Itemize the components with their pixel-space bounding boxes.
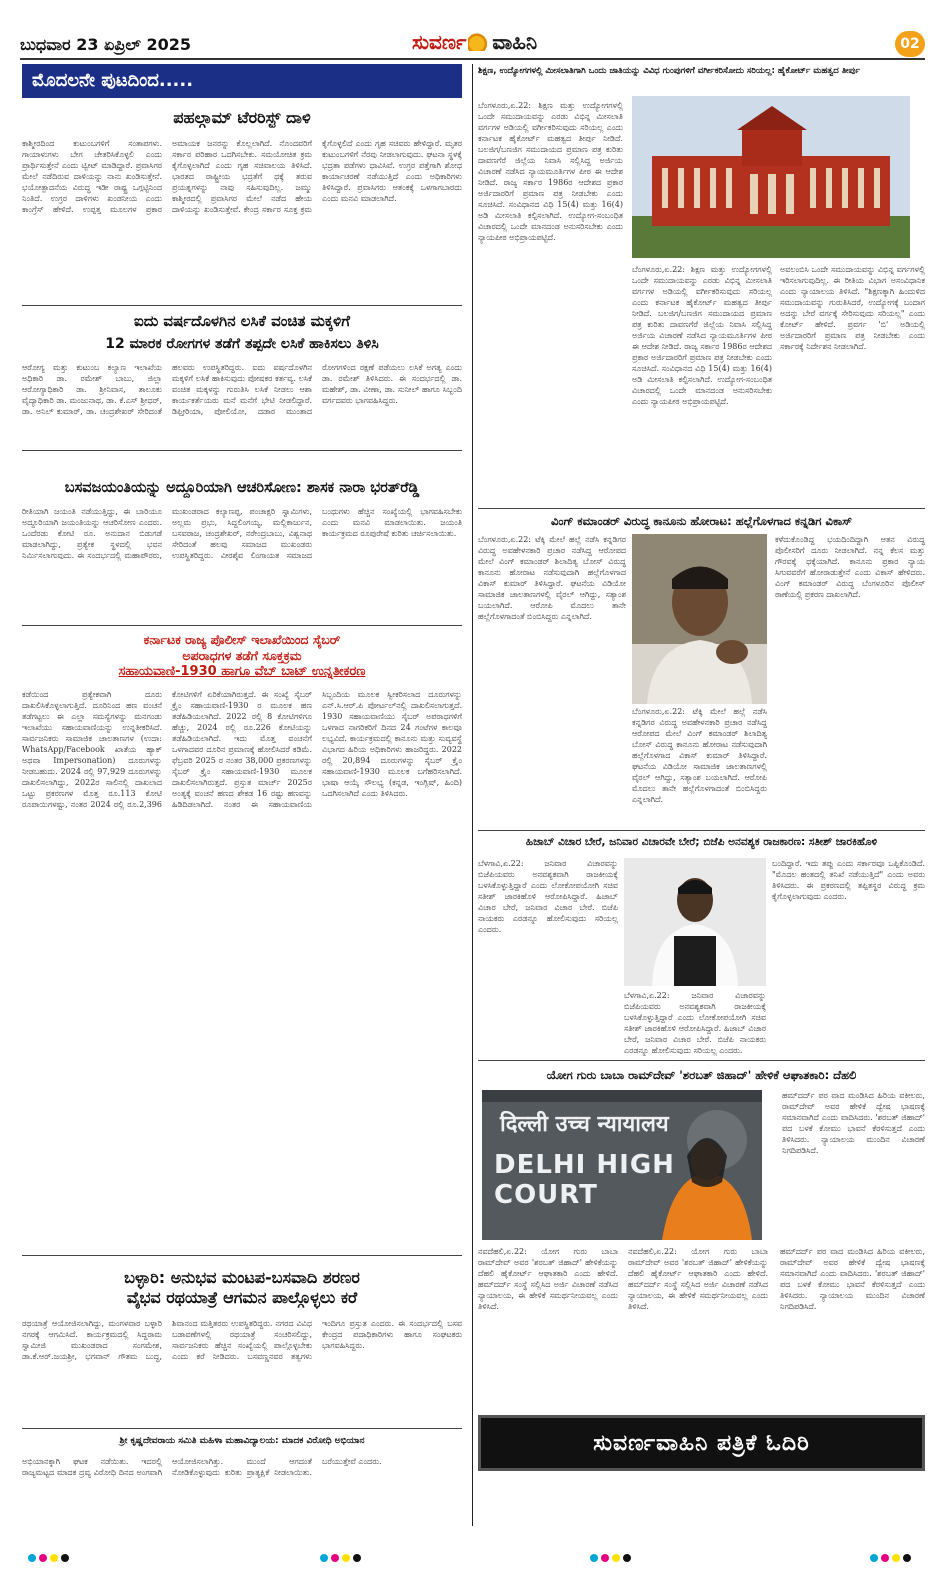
article-body: ಆರೋಗ್ಯ ಮತ್ತು ಕುಟುಂಬ ಕಲ್ಯಾಣ ಇಲಾಖೆಯ ಅಧಿಕಾರಿ ಡಾ. ರಮೇಶ್ ಬಾಬು, ಜಿಲ್ಲಾ ಆರೋಗ್ಯಾಧಿಕಾರಿ ಡಾ. ಶ್ರೀನಿವಾಸ, ತಾಲೂಕು ವೈದ್ಯಾಧಿಕಾರಿ ಡಾ. ಮಂಜುನಾಥ, ಡಾ. ಕೆ.ಎಸ್ ಶ್ರೀಧರ್, ಡಾ. ಅನಿಲ್ ಕುಮಾರ್, ಡಾ. ಚಂದ್ರಶೇಖರ್ ಸೇರಿದಂತೆ ಹಲವರು ಉಪಸ್ಥಿತರಿದ್ದರು. ಐದು ವರ್ಷದೊಳಗಿನ ಮಕ್ಕಳಿಗೆ ಲಸಿಕೆ ಹಾಕಿಸುವುದು ಪೋಷಕರ ಕರ್ತವ್ಯ. ಲಸಿಕೆ ವಂಚಿತ ಮಕ್ಕಳನ್ನು ಗುರುತಿಸಿ ಲಸಿಕೆ ನೀಡಲು ಆಶಾ ಕಾರ್ಯಕರ್ತೆಯರು ಮನೆ ಮನೆಗೆ ಭೇಟಿ ನೀಡಲಿದ್ದಾರೆ. ಡಿಫ್ತೀರಿಯಾ, ಪೋಲಿಯೋ, ದಡಾರ ಮುಂತಾದ ರೋಗಗಳಿಂದ ರಕ್ಷಣೆ ಪಡೆಯಲು ಲಸಿಕೆ ಅಗತ್ಯ ಎಂದು ಡಾ. ರಮೇಶ್ ತಿಳಿಸಿದರು. ಈ ಸಂದರ್ಭದಲ್ಲಿ ಡಾ. ಮಹೇಶ್, ಡಾ. ವೀಣಾ, ಡಾ. ಸುನೀಲ್ ಹಾಗೂ ಸಿಬ್ಬಂದಿ ವರ್ಗದವರು ಭಾಗವಹಿಸಿದ್ದರು. xyxy=(22,363,465,416)
separator xyxy=(22,450,462,451)
article-lead: ಶಿಕ್ಷಣ, ಉದ್ಯೋಗಗಳಲ್ಲಿ ಮೀಸಲಾತಿಗಾಗಿ ಒಂದು ಜಾತಿಯನ್ನು ವಿವಿಧ ಗುಂಪುಗಳಿಗೆ ವರ್ಗೀಕರಿಸೋದು ಸರಿಯಲ್ಲ: ಹೈಕೋರ್ಟ್ ಮಹತ್ವದ ತೀರ್ಪು xyxy=(478,66,860,76)
article-wing-commander-left xyxy=(478,534,629,826)
color-registration-bar xyxy=(590,1554,631,1564)
article-body: ನವದೆಹಲಿ,ಏ.22: ಯೋಗ ಗುರು ಬಾಬಾ ರಾಮ್‌ದೇವ್ ಅವರ 'ಶರಬತ್ ಜಿಹಾದ್' ಹೇಳಿಕೆಯನ್ನು ದೆಹಲಿ ಹೈಕೋರ್ಟ್ ಆಘಾತಕಾರಿ ಎಂದು ಹೇಳಿದೆ. ಹಮ್‌ದರ್ದ್ ಸಂಸ್ಥೆ ಸಲ್ಲಿಸಿದ ಅರ್ಜಿ ವಿಚಾರಣೆ ನಡೆಸಿದ ನ್ಯಾಯಾಲಯ, ಈ ಹೇಳಿಕೆ ಸಮರ್ಥನೀಯವಲ್ಲ ಎಂದು ತಿಳಿಸಿದೆ. xyxy=(628,1247,771,1311)
article-body: ಬೆಂಗಳೂರು,ಏ.22: ಟೆಕ್ಕಿ ಮೇಲೆ ಹಲ್ಲೆ ನಡೆಸಿ ಕನ್ನಡಿಗರ ವಿರುದ್ಧ ಅವಹೇಳನಕಾರಿ ಪ್ರಚಾರ ನಡೆಸಿದ್ದ ಆರೋಪದ ಮೇಲೆ ವಿಂಗ್ ಕಮಾಂಡರ್ ಶಿಲಾದಿತ್ಯ ಬೋಸ್ ವಿರುದ್ಧ ಕಾನೂನು ಹೋರಾಟ ನಡೆಸುವುದಾಗಿ ಹಲ್ಲೆಗೊಳಗಾದ ವಿಕಾಸ್ ಕುಮಾರ್ ತಿಳಿಸಿದ್ದಾರೆ. ಘಟನೆಯ ವಿಡಿಯೋ ಸಾಮಾಜಿಕ ಜಾಲತಾಣಗಳಲ್ಲಿ ವೈರಲ್ ಆಗಿದ್ದು, ಸತ್ಯಾಂಶ ಬಯಲಾಗಿದೆ. ಆರೋಪಿ ಮೊದಲು ತಾನೇ ಹಲ್ಲೆಗೊಳಗಾದಂತೆ ಬಿಂಬಿಸಿದ್ದರು ಎನ್ನಲಾಗಿದೆ. xyxy=(632,707,770,804)
article-body: ಬೆಂಗಳೂರು,ಏ.22: ಶಿಕ್ಷಣ ಮತ್ತು ಉದ್ಯೋಗಗಳಲ್ಲಿ ಒಂದೇ ಸಮುದಾಯವನ್ನು ಎರಡು ವಿಭಿನ್ನ ಮೀಸಲಾತಿ ವರ್ಗಗಳ ಅಡಿಯಲ್ಲಿ ವರ್ಗೀಕರಿಸುವುದು ಸರಿಯಲ್ಲ ಎಂದು ಕರ್ನಾಟಕ ಹೈಕೋರ್ಟ್ ಮಹತ್ವದ ತೀರ್ಪು ನೀಡಿದೆ. ಬಲಜಿಗ/ಬಣಜಿಗ ಸಮುದಾಯದ ಪ್ರಮಾಣ ಪತ್ರ ಕುರಿತು ದಾವಣಗೆರೆ ಜಿಲ್ಲೆಯ ನಿವಾಸಿ ಸಲ್ಲಿಸಿದ್ದ ಅರ್ಜಿಯ ವಿಚಾರಣೆ ನಡೆಸಿದ ನ್ಯಾಯಮೂರ್ತಿಗಳ ಪೀಠ ಈ ಆದೇಶ ನೀಡಿದೆ. ರಾಜ್ಯ ಸರ್ಕಾರ 1986ರ ಆದೇಶದ ಪ್ರಕಾರ ಅರ್ಜಿದಾರರಿಗೆ ಪ್ರಮಾಣ ಪತ್ರ ನೀಡಬೇಕು ಎಂದು ಸೂಚಿಸಿದೆ. ಸಂವಿಧಾನದ ವಿಧಿ 15(4) ಮತ್ತು 16(4) ಅಡಿ ಮೀಸಲಾತಿ ಕಲ್ಪಿಸಲಾಗಿದೆ. ಉದ್ಯೋಗ-ಸಂಬಂಧಿತ ವಿಚಾರದಲ್ಲಿ ಒಂದೇ ಮಾನದಂಡ ಅನುಸರಿಸಬೇಕು ಎಂದು ನ್ಯಾಯಪೀಠ ಅಭಿಪ್ರಾಯಪಟ್ಟಿದೆ. xyxy=(632,265,775,406)
issue-date: ಬುಧವಾರ 23 ಏಪ್ರಿಲ್ 2025 xyxy=(20,35,191,54)
article-hc-reservation-mid xyxy=(632,264,775,504)
article-drug-awareness xyxy=(22,1436,462,1496)
article-kicker: ಅಪರಾಧಗಳ ತಡೆಗೆ ಸೂಕ್ತಕ್ರಮ xyxy=(182,648,302,663)
article-wing-commander-mid xyxy=(632,706,770,826)
article-hijab-left xyxy=(478,858,621,1053)
article-headline: ಐದು ವರ್ಷದೊಳಗಿನ ಲಸಿಕೆ ವಂಚಿತ ಮಕ್ಕಳಿಗೆ xyxy=(134,312,350,330)
article-headline: ವಿಂಗ್ ಕಮಾಂಡರ್ ವಿರುದ್ಧ ಕಾನೂನು ಹೋರಾಟ: ಹಲ್ಲೆಗೊಳಗಾದ ಕನ್ನಡಿಗ ವಿಕಾಸ್ xyxy=(550,514,853,528)
article-headline: ಸಹಾಯವಾಣಿ-1930 ಹಾಗೂ ವೆಬ್ ಬಾಟ್ ಉನ್ನತೀಕರಣ xyxy=(118,664,366,679)
article-ramdev-mid xyxy=(628,1246,771,1396)
article-ballari-rathayatra xyxy=(22,1268,465,1418)
satish-jarkiholi-photo xyxy=(624,858,766,986)
article-headline: ಬಸವಜಯಂತಿಯನ್ನು ಅದ್ದೂರಿಯಾಗಿ ಆಚರಿಸೋಣ: ಶಾಸಕ ನಾರಾ ಭರತ್‌ರೆಡ್ಡಿ xyxy=(64,480,420,496)
article-ramdev-right xyxy=(780,1246,928,1396)
article-kicker: ಕರ್ನಾಟಕ ರಾಜ್ಯ ಪೊಲೀಸ್ ಇಲಾಖೆಯಿಂದ ಸೈಬರ್ xyxy=(143,632,341,647)
article-headline: ಯೋಗ ಗುರು ಬಾಬಾ ರಾಮ್‌ದೇವ್ 'ಶರಬತ್ ಜಿಹಾದ್' ಹೇಳಿಕೆ ಆಘಾತಕಾರಿ: ದೆಹಲಿ xyxy=(546,1068,857,1082)
color-registration-bar xyxy=(28,1554,69,1564)
article-body: ಬೆಂಗಳೂರು,ಏ.22: ಶಿಕ್ಷಣ ಮತ್ತು ಉದ್ಯೋಗಗಳಲ್ಲಿ ಒಂದೇ ಸಮುದಾಯವನ್ನು ಎರಡು ವಿಭಿನ್ನ ಮೀಸಲಾತಿ ವರ್ಗಗಳ ಅಡಿಯಲ್ಲಿ ವರ್ಗೀಕರಿಸುವುದು ಸರಿಯಲ್ಲ ಎಂದು ಕರ್ನಾಟಕ ಹೈಕೋರ್ಟ್ ಮಹತ್ವದ ತೀರ್ಪು ನೀಡಿದೆ. ಬಲಜಿಗ/ಬಣಜಿಗ ಸಮುದಾಯದ ಪ್ರಮಾಣ ಪತ್ರ ಕುರಿತು ದಾವಣಗೆರೆ ಜಿಲ್ಲೆಯ ನಿವಾಸಿ ಸಲ್ಲಿಸಿದ್ದ ಅರ್ಜಿಯ ವಿಚಾರಣೆ ನಡೆಸಿದ ನ್ಯಾಯಮೂರ್ತಿಗಳ ಪೀಠ ಈ ಆದೇಶ ನೀಡಿದೆ. ರಾಜ್ಯ ಸರ್ಕಾರ 1986ರ ಆದೇಶದ ಪ್ರಕಾರ ಅರ್ಜಿದಾರರಿಗೆ ಪ್ರಮಾಣ ಪತ್ರ ನೀಡಬೇಕು ಎಂದು ಸೂಚಿಸಿದೆ. ಸಂವಿಧಾನದ ವಿಧಿ 15(4) ಮತ್ತು 16(4) ಅಡಿ ಮೀಸಲಾತಿ ಕಲ್ಪಿಸಲಾಗಿದೆ. ಉದ್ಯೋಗ-ಸಂಬಂಧಿತ ವಿಚಾರದಲ್ಲಿ ಒಂದೇ ಮಾನದಂಡ ಅನುಸರಿಸಬೇಕು ಎಂದು ನ್ಯಾಯಪೀಠ ಅಭಿಪ್ರಾಯಪಟ್ಟಿದೆ. xyxy=(478,101,626,242)
article-body: ಕಾಶ್ಮೀರದಿಂದ ಕುಟುಂಬಗಳಿಗೆ ಸಂತಾಪಗಳು. ಗಾಯಾಳುಗಳು ಬೇಗ ಚೇತರಿಸಿಕೊಳ್ಳಲಿ ಎಂದು ಪ್ರಾರ್ಥಿಸುತ್ತೇನೆ ಎಂದು ಟ್ವೀಟ್ ಮಾಡಿದ್ದಾರೆ. ಪ್ರವಾಸಿಗರ ಮೇಲೆ ನಡೆದಿರುವ ದಾಳಿಯನ್ನು ನಾನು ಖಂಡಿಸುತ್ತೇನೆ. ಭಯೋತ್ಪಾದನೆಯ ವಿರುದ್ಧ ಇಡೀ ರಾಷ್ಟ್ರ ಒಗ್ಗಟ್ಟಿನಿಂದ ನಿಂತಿದೆ. ಉಗ್ರರ ದಾಳಿಗಳು ಖಂಡನೀಯ ಎಂದು ಕಾಂಗ್ರೆಸ್ ಹೇಳಿದೆ. ಉಪ್ಪತ್ತ ಮೂಲಗಳ ಪ್ರಕಾರ ಅಮಾಯಕ ಜನರನ್ನು ಕೊಲ್ಲಲಾಗಿದೆ. ನೊಂದವರಿಗೆ ಸರ್ಕಾರ ಪರಿಹಾರ ಒದಗಿಸಬೇಕು. ಸಮಯೋಚಿತ ಕ್ರಮ ಕೈಗೊಳ್ಳಲಾಗಿದೆ ಎಂದು ಗೃಹ ಸಚಿವಾಲಯ ತಿಳಿಸಿದೆ. ಭಾರತದ ರಾಷ್ಟ್ರೀಯ ಭದ್ರತೆಗೆ ಧಕ್ಕೆ ತರುವ ಪ್ರಯತ್ನಗಳನ್ನು ನಾವು ಸಹಿಸುವುದಿಲ್ಲ. ಜಮ್ಮು ಕಾಶ್ಮೀರದಲ್ಲಿ ಪ್ರವಾಸಿಗರ ಮೇಲೆ ನಡೆದ ಹೇಯ ದಾಳಿಯನ್ನು ಖಂಡಿಸುತ್ತೇವೆ. ಕೇಂದ್ರ ಸರ್ಕಾರ ಸೂಕ್ತ ಕ್ರಮ ಕೈಗೊಳ್ಳಲಿದೆ ಎಂದು ಗೃಹ ಸಚಿವರು ಹೇಳಿದ್ದಾರೆ. ಮೃತರ ಕುಟುಂಬಗಳಿಗೆ ನೆರವು ನೀಡಲಾಗುವುದು. ಘಟನಾ ಸ್ಥಳಕ್ಕೆ ಭದ್ರತಾ ಪಡೆಗಳು ಧಾವಿಸಿವೆ. ಉಗ್ರರ ಪತ್ತೆಗಾಗಿ ಶೋಧ ಕಾರ್ಯಾಚರಣೆ ನಡೆಯುತ್ತಿದೆ ಎಂದು ಅಧಿಕಾರಿಗಳು ತಿಳಿಸಿದ್ದಾರೆ. ಪ್ರವಾಸಿಗರು ಆತಂಕಕ್ಕೆ ಒಳಗಾಗಬಾರದು ಎಂದು ಮನವಿ ಮಾಡಲಾಗಿದೆ. xyxy=(22,139,465,214)
article-body: ಹಮ್‌ದರ್ದ್ ಪರ ವಾದ ಮಂಡಿಸಿದ ಹಿರಿಯ ವಕೀಲರು, ರಾಮ್‌ದೇವ್ ಅವರ ಹೇಳಿಕೆ ದ್ವೇಷ ಭಾಷಣಕ್ಕೆ ಸಮಾನವಾಗಿದೆ ಎಂದು ವಾದಿಸಿದರು. 'ಶರಬತ್ ಜಿಹಾದ್' ಪದ ಬಳಕೆ ಕೋಮು ಭಾವನೆ ಕೆರಳಿಸುತ್ತದೆ ಎಂದು ತಿಳಿಸಿದರು. ನ್ಯಾಯಾಲಯ ಮುಂದಿನ ವಿಚಾರಣೆ ನಿಗದಿಪಡಿಸಿದೆ. xyxy=(780,1247,928,1311)
masthead-rule xyxy=(20,58,925,60)
article-body: ಬೆಳಗಾವಿ,ಏ.22: ಜನಿವಾರ ವಿಚಾರವನ್ನು ಬಿಜೆಪಿಯವರು ಅನವಶ್ಯಕವಾಗಿ ರಾಜಕೀಯಕ್ಕೆ ಬಳಸಿಕೊಳ್ಳುತ್ತಿದ್ದಾರೆ ಎಂದು ಲೋಕೋಪಯೋಗಿ ಸಚಿವ ಸತೀಶ್ ಜಾರಕಿಹೊಳಿ ಆರೋಪಿಸಿದ್ದಾರೆ. ಹಿಜಾಬ್ ವಿಚಾರ ಬೇರೆ, ಜನಿವಾರ ವಿಚಾರ ಬೇರೆ. ಬಿಜೆಪಿ ನಾಯಕರು ಎರಡನ್ನೂ ಹೋಲಿಸುವುದು ಸರಿಯಲ್ಲ ಎಂದರು. xyxy=(478,859,621,934)
article-body: ಅವಲಂಬಿಸಿ ಒಂದೇ ಸಮುದಾಯವನ್ನು ವಿಭಿನ್ನ ವರ್ಗಗಳಲ್ಲಿ ಇರಿಸಲಾಗುವುದಿಲ್ಲ. ಈ ರೀತಿಯ ವಿಭಾಗ ಅಸಂವಿಧಾನಿಕ ಎಂದು ನ್ಯಾಯಾಲಯ ತಿಳಿಸಿದೆ. "ಶಿಕ್ಷಣಕ್ಕಾಗಿ ಹಿಂದುಳಿದ ಸಮುದಾಯವನ್ನು ಗುರುತಿಸಿದರೆ, ಉದ್ಯೋಗಕ್ಕೆ ಬಂದಾಗ ಅದನ್ನು ಬೇರೆ ವರ್ಗಕ್ಕೆ ಸೇರಿಸುವುದು ಸರಿಯಲ್ಲ" ಎಂದು ಕೋರ್ಟ್ ಹೇಳಿದೆ. ಪ್ರವರ್ಗ 'ಬಿ' ಅಡಿಯಲ್ಲಿ ಅರ್ಜಿದಾರರಿಗೆ ಪ್ರಮಾಣ ಪತ್ರ ನೀಡಬೇಕು ಎಂದು ಸರ್ಕಾರಕ್ಕೆ ನಿರ್ದೇಶನ ನೀಡಲಾಗಿದೆ. xyxy=(780,265,928,351)
section-banner: ಮೊದಲನೇ ಪುಟದಿಂದ..... xyxy=(22,64,462,98)
article-body: ಅಭಿಯಾನಕ್ಕಾಗಿ ಘಟಕ ನಡೆಯಿತು. ಇದರಲ್ಲಿ ರಾಜ್ಯಮಟ್ಟದ ಮಾದಕ ದ್ರವ್ಯ ವಿರೋಧಿ ದಿನದ ಅಂಗವಾಗಿ ಆಯೋಜಿಸಲಾಗಿತ್ತು. ಮುಂದೆ ಆಗದಂತೆ ನೋಡಿಕೊಳ್ಳುವುದು ಕುರಿತು ಪ್ರಾತ್ಯಕ್ಷಿಕೆ ನೀಡಲಾಯಿತು. ಬರೆಯುತ್ತೇವೆ ಎಂದರು. xyxy=(22,1457,382,1477)
article-hijab-right xyxy=(772,858,928,1053)
color-registration-bar xyxy=(320,1554,361,1564)
article-hc-reservation-left xyxy=(478,100,626,500)
article-headline: ವೈಭವ ರಥಯಾತ್ರೆ ಆಗಮನ ಪಾಲ್ಗೊಳ್ಳಲು ಕರೆ xyxy=(126,1288,358,1307)
article-pahalgam xyxy=(22,108,465,283)
separator xyxy=(22,305,462,306)
article-wing-commander-right xyxy=(775,534,928,826)
separator xyxy=(478,830,925,831)
article-hc-reservation-right xyxy=(780,264,928,504)
article-body: ಬೆಳಗಾವಿ,ಏ.22: ಜನಿವಾರ ವಿಚಾರವನ್ನು ಬಿಜೆಪಿಯವರು ಅನವಶ್ಯಕವಾಗಿ ರಾಜಕೀಯಕ್ಕೆ ಬಳಸಿಕೊಳ್ಳುತ್ತಿದ್ದಾರೆ ಎಂದು ಲೋಕೋಪಯೋಗಿ ಸಚಿವ ಸತೀಶ್ ಜಾರಕಿಹೊಳಿ ಆರೋಪಿಸಿದ್ದಾರೆ. ಹಿಜಾಬ್ ವಿಚಾರ ಬೇರೆ, ಜನಿವಾರ ವಿಚಾರ ಬೇರೆ. ಬಿಜೆಪಿ ನಾಯಕರು ಎರಡನ್ನೂ ಹೋಲಿಸುವುದು ಸರಿಯಲ್ಲ ಎಂದರು. xyxy=(624,991,769,1055)
article-body: ಬೆಂಗಳೂರು,ಏ.22: ಟೆಕ್ಕಿ ಮೇಲೆ ಹಲ್ಲೆ ನಡೆಸಿ ಕನ್ನಡಿಗರ ವಿರುದ್ಧ ಅವಹೇಳನಕಾರಿ ಪ್ರಚಾರ ನಡೆಸಿದ್ದ ಆರೋಪದ ಮೇಲೆ ವಿಂಗ್ ಕಮಾಂಡರ್ ಶಿಲಾದಿತ್ಯ ಬೋಸ್ ವಿರುದ್ಧ ಕಾನೂನು ಹೋರಾಟ ನಡೆಸುವುದಾಗಿ ಹಲ್ಲೆಗೊಳಗಾದ ವಿಕಾಸ್ ಕುಮಾರ್ ತಿಳಿಸಿದ್ದಾರೆ. ಘಟನೆಯ ವಿಡಿಯೋ ಸಾಮಾಜಿಕ ಜಾಲತಾಣಗಳಲ್ಲಿ ವೈರಲ್ ಆಗಿದ್ದು, ಸತ್ಯಾಂಶ ಬಯಲಾಗಿದೆ. ಆರೋಪಿ ಮೊದಲು ತಾನೇ ಹಲ್ಲೆಗೊಳಗಾದಂತೆ ಬಿಂಬಿಸಿದ್ದರು ಎನ್ನಲಾಗಿದೆ. xyxy=(478,535,629,621)
article-headline: ಬಳ್ಳಾರಿ: ಅನುಭವ ಮಂಟಪ-ಬಸವಾದಿ ಶರಣರ xyxy=(124,1268,360,1287)
column-divider xyxy=(472,64,473,1526)
article-ramdev-right-top xyxy=(782,1090,928,1238)
article-body: ರಥಯಾತ್ರೆ ಆಯೋಜಿಸಲಾಗಿದ್ದು, ಮಂಗಳವಾರ ಬಳ್ಳಾರಿ ನಗರಕ್ಕೆ ಆಗಮಿಸಿದೆ. ಕಾರ್ಯಕ್ರಮದಲ್ಲಿ ಸಿದ್ದರಾಮ ಸ್ವಾಮೀಜಿ ಮುಖಂಡರಾದ ಸಂಗಮೇಶ, ಡಾ.ಕೆ.ಆರ್.ಜಯಶ್ರೀ, ಭಗವಾನ್ ಗೌತಮ ಬುದ್ಧ, ಶಿವಾನಂದ ಮತ್ತಿತರರು ಉಪಸ್ಥಿತರಿದ್ದರು. ನಗರದ ವಿವಿಧ ಬಡಾವಣೆಗಳಲ್ಲಿ ರಥಯಾತ್ರೆ ಸಂಚರಿಸಲಿದ್ದು, ಸಾರ್ವಜನಿಕರು ಹೆಚ್ಚಿನ ಸಂಖ್ಯೆಯಲ್ಲಿ ಪಾಲ್ಗೊಳ್ಳಬೇಕು ಎಂದು ಕರೆ ನೀಡಿದರು. ಬಸವಣ್ಣನವರ ತತ್ವಗಳು ಇಂದಿಗೂ ಪ್ರಸ್ತುತ ಎಂದರು. ಈ ಸಂದರ್ಭದಲ್ಲಿ ಬಸವ ಕೇಂದ್ರದ ಪದಾಧಿಕಾರಿಗಳು ಹಾಗೂ ಸಂಘಟಕರು ಭಾಗವಹಿಸಿದ್ದರು. xyxy=(22,1319,465,1361)
masthead xyxy=(20,28,925,62)
article-hijab-mid xyxy=(624,990,769,1055)
delhi-high-court-photo xyxy=(482,1090,762,1240)
article-body: ಕಳೆದುಕೊಂಡಿದ್ದ ಭಯದಿಂದಿದ್ದಾಗಿ ಆತನ ವಿರುದ್ಧ ಪೊಲೀಸರಿಗೆ ದೂರು ನೀಡಲಾಗಿದೆ. ನನ್ನ ಕೆಲಸ ಮತ್ತು ಗೌರವಕ್ಕೆ ಧಕ್ಕೆಯಾಗಿದೆ. ಕಾನೂನು ಪ್ರಕಾರ ನ್ಯಾಯ ಸಿಗುವವರೆಗೆ ಹೋರಾಡುತ್ತೇನೆ ಎಂದು ವಿಕಾಸ್ ಹೇಳಿದರು. ವಿಂಗ್ ಕಮಾಂಡರ್ ವಿರುದ್ಧ ಬೆಂಗಳೂರಿನ ಪೊಲೀಸ್ ಠಾಣೆಯಲ್ಲಿ ಪ್ರಕರಣ ದಾಖಲಾಗಿದೆ. xyxy=(775,535,928,599)
page-number-badge: 02 xyxy=(895,31,925,57)
vikas-photo xyxy=(632,534,767,704)
separator xyxy=(22,1428,462,1429)
court-sign-english: DELHI HIGH COURT xyxy=(494,1150,675,1210)
article-basava-jayanti xyxy=(22,480,465,616)
article-body: ರೀತಿಯಾಗಿ ಜಯಂತಿ ನಡೆಯುತ್ತಿದ್ದು, ಈ ಬಾರಿಯೂ ಅದ್ದೂರಿಯಾಗಿ ಜಯಂತಿಯನ್ನು ಆಚರಿಸೋಣ ಎಂದರು. ಒಂದೆರಡು ಕೋಟಿ ರೂ. ಅನುದಾನ ಬಿಡುಗಡೆ ಮಾಡಲಾಗಿದ್ದು, ಪ್ರತ್ಯೇಕ ಸ್ಥಳದಲ್ಲಿ ಭವನ ನಿರ್ಮಿಸಲಾಗುವುದು. ಈ ಸಂದರ್ಭದಲ್ಲಿ ಮಹಾಪೌರರು, ಮುಖಂಡರಾದ ಕಲ್ಯಾಣಪ್ಪ, ಪಂಚಾಕ್ಷರಿ ಸ್ವಾಮಿಗಳು, ಅಲ್ಲಮ ಪ್ರಭು, ಸಿದ್ದಲಿಂಗಯ್ಯ, ಮಲ್ಲಿಕಾರ್ಜುನ, ಬಸವರಾಜ, ಚಂದ್ರಶೇಖರ್, ನರೇಂದ್ರಬಾಬು, ವಿಶ್ವನಾಥ ಸೇರಿದಂತೆ ಹಲವು ಸಮಾಜದ ಮುಖಂಡರು ಉಪಸ್ಥಿತರಿದ್ದರು. ವೀರಶೈವ ಲಿಂಗಾಯತ ಸಮಾಜದ ಬಂಧುಗಳು ಹೆಚ್ಚಿನ ಸಂಖ್ಯೆಯಲ್ಲಿ ಭಾಗವಹಿಸಬೇಕು ಎಂದು ಮನವಿ ಮಾಡಲಾಯಿತು. ಜಯಂತಿ ಕಾರ್ಯಕ್ರಮದ ರೂಪುರೇಷೆ ಕುರಿತು ಚರ್ಚಿಸಲಾಯಿತು. xyxy=(22,507,465,560)
read-newspaper-promo: ಸುವರ್ಣವಾಹಿನಿ ಪತ್ರಿಕೆ ಓದಿರಿ xyxy=(478,1415,925,1471)
article-body: ಬಂದಿದ್ದಾರೆ. ಇದು ತಪ್ಪು ಎಂದು ಸರ್ಕಾರವೂ ಒಪ್ಪಿಕೊಂಡಿದೆ. "ಮೊದಲ ಹಂತದಲ್ಲಿ ತನಿಖೆ ನಡೆಯುತ್ತಿದೆ" ಎಂದು ಅವರು ತಿಳಿಸಿದರು. ಈ ಪ್ರಕರಣದಲ್ಲಿ ತಪ್ಪಿತಸ್ಥರ ವಿರುದ್ಧ ಕ್ರಮ ಕೈಗೊಳ್ಳಲಾಗುವುದು ಎಂದರು. xyxy=(772,859,928,901)
article-headline: ಶ್ರೀ ಕೃಷ್ಣದೇವರಾಯ ಸಮಿತಿ ಮಹಿಳಾ ಮಹಾವಿದ್ಯಾಲಯ: ಮಾದಕ ವಿರೋಧಿ ಅಭಿಯಾನ xyxy=(119,1436,365,1446)
article-body: ಕಡೆಯಿಂದ ಪ್ರತ್ಯೇಕವಾಗಿ ದೂರು ದಾಖಲಿಸಿಕೊಳ್ಳಲಾಗುತ್ತಿದೆ. ದೂರಿನಿಂದ ಹಣ ವಂಚನೆ ತಡೆಗಟ್ಟಲು ಈ ಎಲ್ಲಾ ಸಮಸ್ಯೆಗಳನ್ನು ಮನಗಂಡು ಇಲಾಖೆಯು ಸಹಾಯವಾಣಿಯನ್ನು ಉನ್ನತೀಕರಿಸಿದೆ. ಸಾರ್ವಜನಿಕರು ಸಾಮಾಜಿಕ ಜಾಲತಾಣಗಳ (ಉದಾ: WhatsApp/Facebook ಖಾತೆಯ ಹ್ಯಾಕ್ ಅಥವಾ Impersonation) ದೂರುಗಳನ್ನು ನೀಡಬಹುದು. 2024 ರಲ್ಲಿ 97,929 ದೂರುಗಳನ್ನು ದಾಖಲಿಸಲಾಗಿದ್ದು, 2022ರ ಸಾಲಿನಲ್ಲಿ ದಾಖಲಾದ ಒಟ್ಟು ಪ್ರಕರಣಗಳ ಮೊತ್ತ ರೂ.113 ಕೋಟಿ ರೂಪಾಯಿಗಳಷ್ಟು, ನಂತರ 2024 ರಲ್ಲಿ ರೂ.2,396 ಕೋಟಿಗಳಿಗೆ ಏರಿಕೆಯಾಗಿರುತ್ತದೆ. ಈ ಸಂಖ್ಯೆ ಸೈಬರ್ ಕ್ರೈಂ ಸಹಾಯವಾಣಿ-1930 ರ ಮೂಲಕ ಹಣ ತಡೆಹಿಡಿಯಲಾಗಿದೆ. 2022 ರಲ್ಲಿ 8 ಕೋಟಿಗಳಿಗೂ ಹೆಚ್ಚು, 2024 ರಲ್ಲಿ ರೂ.226 ಕೋಟಿಯನ್ನು ತಡೆಹಿಡಿಯಲಾಗಿದೆ. ಇದು ಮೊತ್ತ ವಂಚನೆಗೆ ಒಳಗಾದವರ ದೂರಿನ ಪ್ರಮಾಣಕ್ಕೆ ಹೋಲಿಸಿದರೆ ಕಡಿಮೆ. ಫೆಬ್ರವರಿ 2025 ರ ನಂತರ 38,000 ಪ್ರಕರಣಗಳನ್ನು ಸೈಬರ್ ಕ್ರೈಂ ಸಹಾಯವಾಣಿ-1930 ಮೂಲಕ ದಾಖಲಿಸಲಾಗಿರುತ್ತದೆ. ಪ್ರಸ್ತುತ ಮಾರ್ಚ್ 2025ರ ಅಂತ್ಯಕ್ಕೆ ವಂಚನೆ ಹಣದ ಶೇಕಡ 16 ರಷ್ಟು ಹಣವನ್ನು ಹಿಡಿದಿಡಲಾಗಿದೆ. ನಂತರ ಈ ಸಹಾಯವಾಣಿಯ ಸಿಬ್ಬಂದಿಯ ಮೂಲಕ ಸ್ವೀಕರಿಸಲಾದ ದೂರುಗಳನ್ನು ಎನ್.ಸಿ.ಆರ್.ಪಿ ಪೋರ್ಟಲ್‌ನಲ್ಲಿ ದಾಖಲಿಸಲಾಗುತ್ತದೆ. 1930 ಸಹಾಯವಾಣಿಯು ಸೈಬರ್ ಅಪರಾಧಗಳಿಗೆ ಒಳಗಾದ ನಾಗರಿಕರಿಗೆ ದಿನದ 24 ಗಂಟೆಗಳ ಕಾಲವೂ ಲಭ್ಯವಿದೆ. ಕಾರ್ಯಕ್ರಮದಲ್ಲಿ ಕಾನೂನು ಮತ್ತು ಸುವ್ಯವಸ್ಥೆ ವಿಭಾಗದ ಹಿರಿಯ ಅಧಿಕಾರಿಗಳು ಹಾಜರಿದ್ದರು. 2022 ರಲ್ಲಿ 20,894 ದೂರುಗಳನ್ನು ಸೈಬರ್ ಕ್ರೈಂ ಸಹಾಯವಾಣಿ-1930 ಮೂಲಕ ಬಗೆಹರಿಸಲಾಗಿದೆ. ಭಾಷಾ ಆಯ್ಕೆ ಸೌಲಭ್ಯ (ಕನ್ನಡ, ಇಂಗ್ಲಿಷ್, ಹಿಂದಿ) ಒದಗಿಸಲಾಗಿದೆ ಎಂದು ತಿಳಿಸಿದರು. xyxy=(22,690,465,809)
separator xyxy=(478,508,925,509)
newspaper-logo xyxy=(412,30,537,54)
article-hc-reservation xyxy=(478,66,925,84)
article-ramdev-left xyxy=(478,1246,621,1396)
article-headline: ಹಿಜಾಬ್ ವಿಚಾರ ಬೇರೆ, ಜನಿವಾರ ವಿಚಾರವೇ ಬೇರೆ; ಬಿಜೆಪಿ ಅನವಶ್ಯಕ ರಾಜಕಾರಣ: ಸತೀಶ್ ಜಾರಕಿಹೊಳಿ xyxy=(525,836,878,848)
sun-emblem-icon xyxy=(468,33,490,51)
separator xyxy=(22,1255,462,1256)
court-sign-hindi: दिल्ली उच्च न्यायालय xyxy=(500,1112,669,1137)
brand-name-part1: ಸುವರ್ಣ xyxy=(412,30,467,54)
article-body: ಹಮ್‌ದರ್ದ್ ಪರ ವಾದ ಮಂಡಿಸಿದ ಹಿರಿಯ ವಕೀಲರು, ರಾಮ್‌ದೇವ್ ಅವರ ಹೇಳಿಕೆ ದ್ವೇಷ ಭಾಷಣಕ್ಕೆ ಸಮಾನವಾಗಿದೆ ಎಂದು ವಾದಿಸಿದರು. 'ಶರಬತ್ ಜಿಹಾದ್' ಪದ ಬಳಕೆ ಕೋಮು ಭಾವನೆ ಕೆರಳಿಸುತ್ತದೆ ಎಂದು ತಿಳಿಸಿದರು. ನ್ಯಾಯಾಲಯ ಮುಂದಿನ ವಿಚಾರಣೆ ನಿಗದಿಪಡಿಸಿದೆ. xyxy=(782,1091,928,1155)
article-cyber-helpline xyxy=(22,632,465,1237)
article-vaccine xyxy=(22,312,465,432)
article-body: ನವದೆಹಲಿ,ಏ.22: ಯೋಗ ಗುರು ಬಾಬಾ ರಾಮ್‌ದೇವ್ ಅವರ 'ಶರಬತ್ ಜಿಹಾದ್' ಹೇಳಿಕೆಯನ್ನು ದೆಹಲಿ ಹೈಕೋರ್ಟ್ ಆಘಾತಕಾರಿ ಎಂದು ಹೇಳಿದೆ. ಹಮ್‌ದರ್ದ್ ಸಂಸ್ಥೆ ಸಲ್ಲಿಸಿದ ಅರ್ಜಿ ವಿಚಾರಣೆ ನಡೆಸಿದ ನ್ಯಾಯಾಲಯ, ಈ ಹೇಳಿಕೆ ಸಮರ್ಥನೀಯವಲ್ಲ ಎಂದು ತಿಳಿಸಿದೆ. xyxy=(478,1247,621,1311)
article-headline: ಪಹಲ್ಗಾಮ್ ಟೆರರಿಸ್ಟ್ ದಾಳಿ xyxy=(173,108,311,127)
high-court-building-photo xyxy=(632,96,910,258)
separator xyxy=(478,1060,925,1061)
separator xyxy=(22,625,462,626)
color-registration-bar xyxy=(870,1554,911,1564)
article-subheadline: 12 ಮಾರಕ ರೋಗಗಳ ತಡೆಗೆ ತಪ್ಪದೇ ಲಸಿಕೆ ಹಾಕಿಸಲು ತಿಳಿಸಿ xyxy=(105,336,379,352)
brand-name-part2: ವಾಹಿನಿ xyxy=(492,30,538,54)
